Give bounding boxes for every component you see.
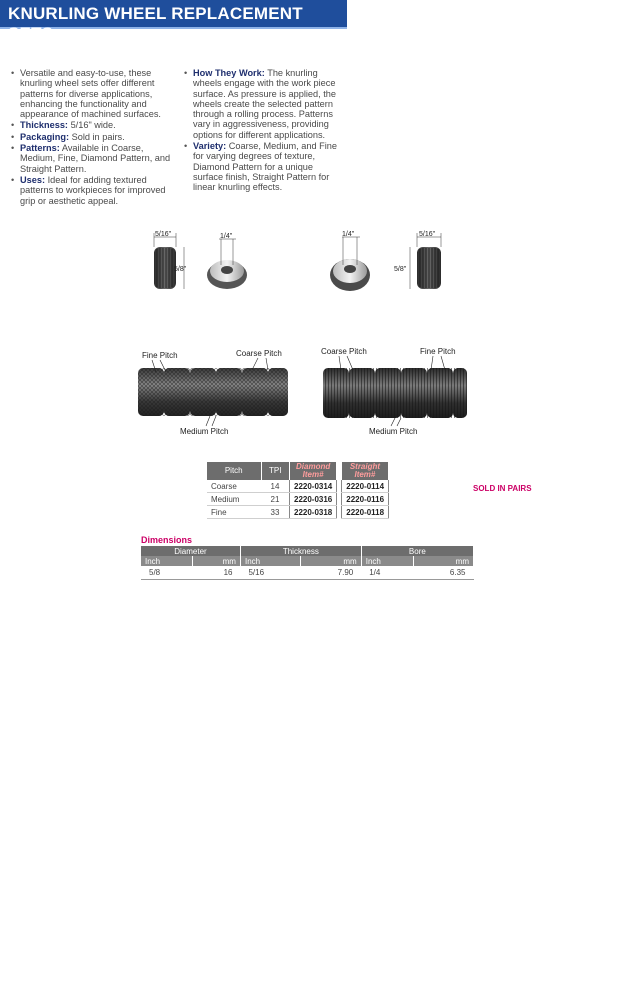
page-title: KNURLING WHEEL REPLACEMENT SETS <box>8 4 303 43</box>
dimensions-unit-row <box>141 556 474 566</box>
table-cell-tpi: 14 <box>261 480 290 493</box>
dimension-value: 7.90 <box>301 566 361 580</box>
feature-bullet <box>193 141 343 192</box>
feature-label: How They Work: <box>193 68 265 78</box>
dimension-group-header: Diameter <box>141 546 240 556</box>
diamond-header-label: Diamond <box>296 462 331 471</box>
dimension-value: 5/8 <box>141 566 193 580</box>
title-banner <box>0 0 347 43</box>
feature-label: Thickness: <box>20 120 68 131</box>
feature-bullet <box>20 132 175 142</box>
straight-wheel-dimension-photo <box>140 225 280 300</box>
diamond-wheel-stack <box>138 368 288 416</box>
table-cell-straight: 2220-0114 <box>342 480 389 493</box>
dimension-unit-header: mm <box>301 556 361 566</box>
feature-text: Sold in pairs. <box>71 131 125 142</box>
table-cell-diamond: 2220-0316 <box>290 493 337 506</box>
diamond-header-sub: Item# <box>302 470 324 479</box>
diameter-label-right: 5/8" <box>394 266 407 273</box>
dimension-value: 5/16 <box>240 566 300 580</box>
feature-bullet <box>20 120 175 130</box>
feature-text: Available in Coarse, Medium, Fine, Diamond Pattern, and Straight Pattern. <box>20 143 171 174</box>
table-row <box>207 506 389 519</box>
feature-text: The knurling wheels engage with the work piece surface. As pressure is applied, the wheels create the selected pattern through a rolling process. Patterns vary in aggressiveness, providing options for different applications. <box>193 68 336 140</box>
feature-label: Uses: <box>20 174 46 185</box>
dimension-unit-header: Inch <box>240 556 300 566</box>
feature-label: Packaging: <box>20 131 70 142</box>
table-cell-pitch: Fine <box>207 506 261 519</box>
feature-label: Patterns: <box>20 143 60 154</box>
bore-label: 1/4" <box>220 233 233 240</box>
feature-text: 5/16" wide. <box>70 120 116 131</box>
bore-label-right: 1/4" <box>342 231 355 238</box>
table-cell-diamond: 2220-0318 <box>290 506 337 519</box>
item-number-table <box>207 462 389 519</box>
table-cell-straight: 2220-0118 <box>342 506 389 519</box>
diamond-pitch-photo <box>130 342 295 437</box>
dimension-unit-header: mm <box>413 556 473 566</box>
table-cell-pitch: Coarse <box>207 480 261 493</box>
sold-in-pairs-note: SOLD IN PAIRS <box>473 484 532 493</box>
table-cell-tpi: 33 <box>261 506 290 519</box>
dimensions-title: Dimensions <box>141 535 193 545</box>
straight-pitch-photo <box>315 342 475 437</box>
tpi-header: TPI <box>261 462 290 480</box>
width-label-right: 5/16" <box>419 231 436 238</box>
table-row <box>207 480 389 493</box>
width-label: 5/16" <box>155 231 172 238</box>
feature-text: Versatile and easy-to-use, these knurling wheel sets offer different patterns for diverse applications, enhancing the functionality and appearance of machined surfaces. <box>20 68 161 120</box>
dimensions-table <box>141 546 474 580</box>
wheel-bore <box>221 266 233 274</box>
wheel-bore <box>344 265 356 273</box>
fine-pitch-label: Fine Pitch <box>142 351 178 360</box>
features-right-list <box>183 68 343 193</box>
dimension-value: 16 <box>193 566 241 580</box>
diameter-label: 5/8" <box>174 266 187 273</box>
dimension-group-header: Thickness <box>240 546 361 556</box>
item-number-table-body <box>207 480 389 519</box>
coarse-pitch-label-right: Coarse Pitch <box>321 347 367 356</box>
table-cell-straight: 2220-0116 <box>342 493 389 506</box>
medium-pitch-label: Medium Pitch <box>180 427 229 436</box>
table-row <box>207 493 389 506</box>
dimension-value: 6.35 <box>413 566 473 580</box>
pitch-header: Pitch <box>207 462 261 480</box>
fine-pitch-label-right: Fine Pitch <box>420 347 456 356</box>
dimensions-value-row <box>141 566 474 580</box>
feature-text: Ideal for adding textured patterns to workpieces for improved grip or aesthetic appeal. <box>20 174 166 206</box>
table-cell-pitch: Medium <box>207 493 261 506</box>
coarse-pitch-label: Coarse Pitch <box>236 349 282 358</box>
table-cell-diamond: 2220-0314 <box>290 480 337 493</box>
feature-bullet <box>20 175 175 206</box>
features-left-list <box>10 68 175 206</box>
diamond-header <box>290 462 337 480</box>
feature-label: Variety: <box>193 141 227 152</box>
features-right-column <box>183 68 343 194</box>
straight-wheel-stack <box>323 368 467 418</box>
feature-text: Coarse, Medium, and Fine for varying degrees of texture, Diamond Pattern for a unique surface finish, Straight Pattern for linear knurling effects. <box>193 141 338 193</box>
straight-header-sub: Item# <box>354 470 376 479</box>
dimension-unit-header: Inch <box>141 556 193 566</box>
dimensions-group-row <box>141 546 474 556</box>
dimension-unit-header: Inch <box>361 556 413 566</box>
dimension-group-header: Bore <box>361 546 473 556</box>
dimension-unit-header: mm <box>193 556 241 566</box>
feature-bullet <box>193 68 343 140</box>
dimension-value: 1/4 <box>361 566 413 580</box>
straight-header <box>342 462 389 480</box>
table-cell-tpi: 21 <box>261 493 290 506</box>
diamond-wheel-dimension-photo <box>320 225 450 300</box>
feature-bullet <box>20 68 175 119</box>
straight-header-label: Straight <box>349 462 381 471</box>
medium-pitch-label-right: Medium Pitch <box>369 427 418 436</box>
features-left-column <box>10 68 175 207</box>
feature-bullet <box>20 143 175 174</box>
